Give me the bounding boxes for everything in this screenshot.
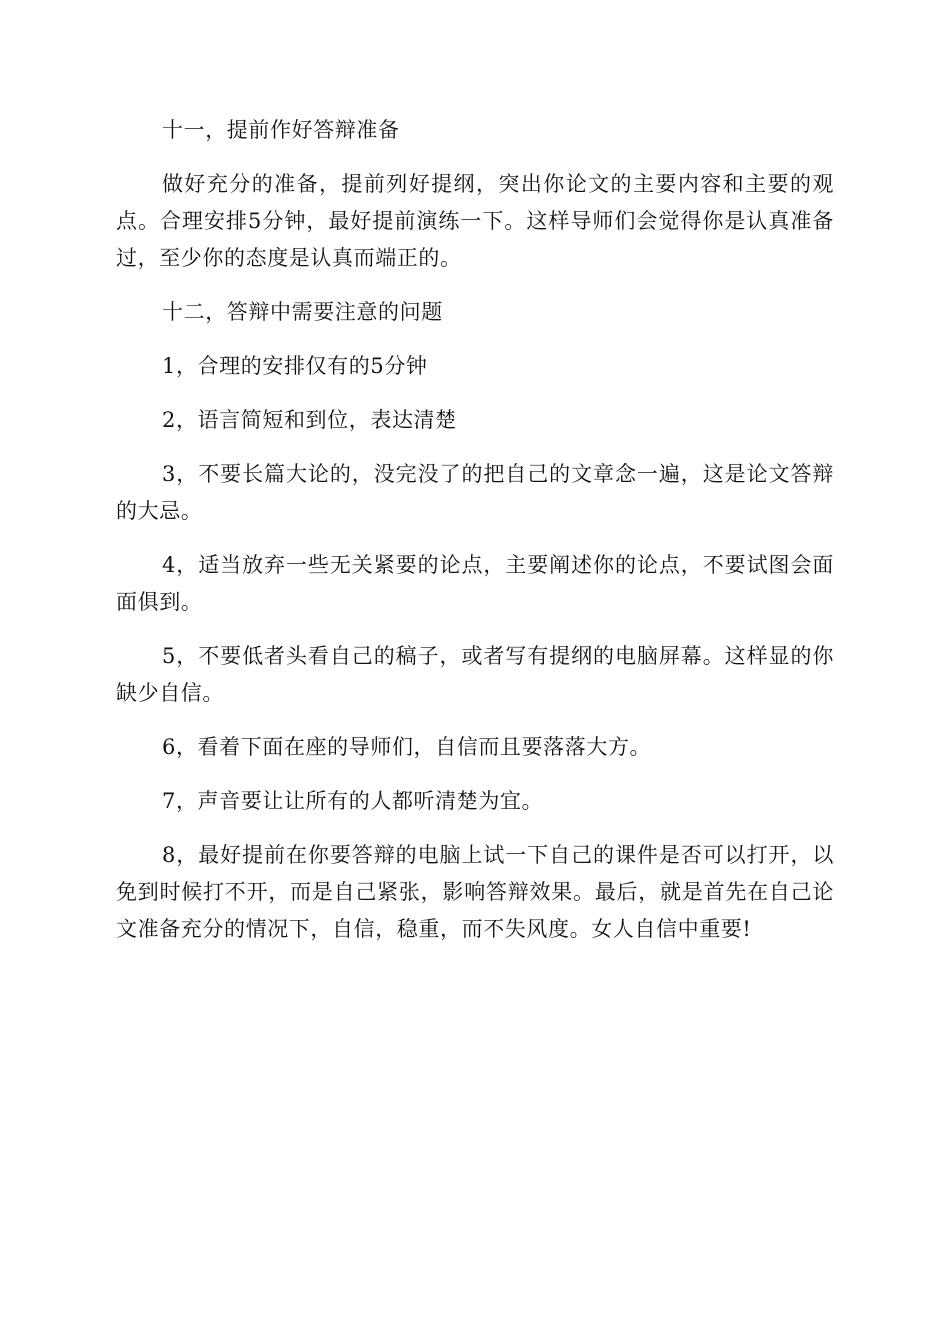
list-item-2: 2，语言简短和到位，表达清楚 (162, 408, 457, 432)
section-heading-defense-notes: 十二，答辩中需要注意的问题 (162, 300, 443, 324)
list-item-3: 3，不要长篇大论的，没完没了的把自己的文章念一遍，这是论文答辩的大忌。 (116, 462, 834, 523)
document-body (116, 112, 834, 965)
list-item-7: 7，声音要让让所有的人都听清楚为宜。 (162, 789, 544, 813)
list-item-1: 1，合理的安排仅有的5分钟 (162, 354, 428, 378)
section-heading-preparation: 十一，提前作好答辩准备 (162, 118, 400, 142)
list-item-4: 4，适当放弃一些无关紧要的论点，主要阐述你的论点，不要试图会面面俱到。 (116, 553, 834, 614)
list-item-6: 6，看着下面在座的导师们，自信而且要落落大方。 (162, 735, 652, 759)
list-item-8: 8，最好提前在你要答辩的电脑上试一下自己的课件是否可以打开，以免到时候打不开，而是自己紧张，影响答辩效果。最后，就是首先在自己论文准备充分的情况下，自信，稳重，而不失风度。女人自信中重要! (116, 843, 834, 941)
list-item-5: 5，不要低者头看自己的稿子，或者写有提纲的电脑屏幕。这样显的你缺少自信。 (116, 644, 834, 705)
paragraph-preparation: 做好充分的准备，提前列好提纲，突出你论文的主要内容和主要的观点。合理安排5分钟，最好提前演练一下。这样导师们会觉得你是认真准备过，至少你的态度是认真而端正的。 (116, 172, 834, 270)
